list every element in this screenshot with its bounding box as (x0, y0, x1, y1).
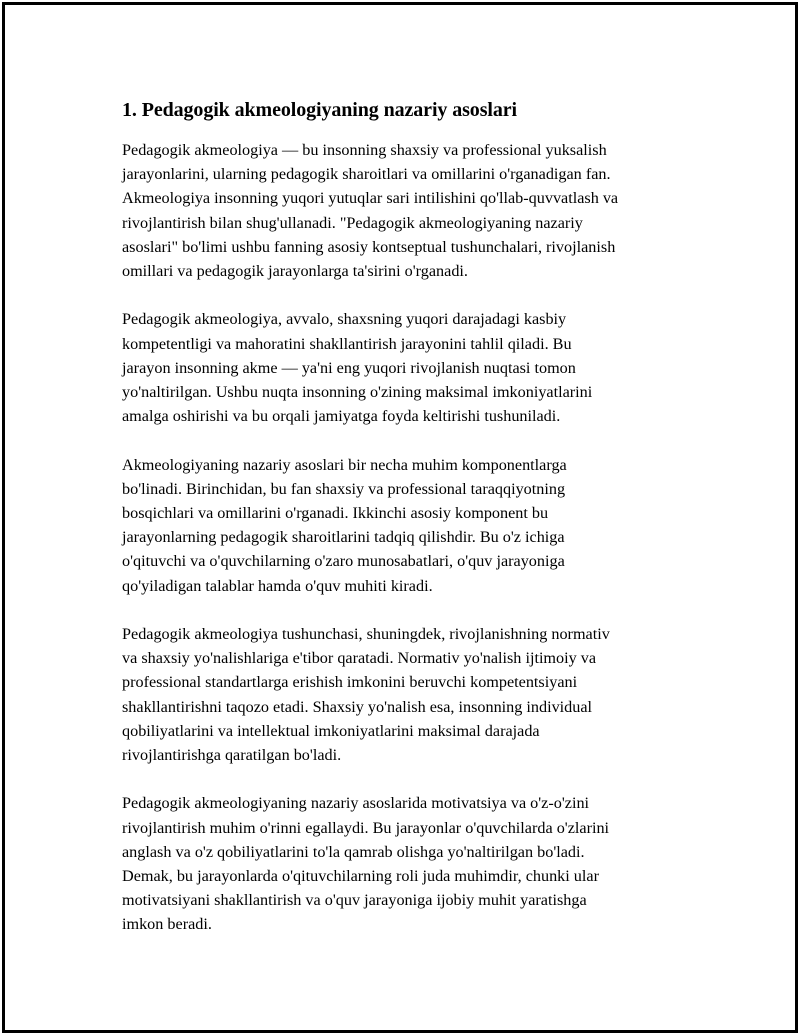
paragraph-2: Pedagogik akmeologiya, avvalo, shaxsning yuqori darajadagi kasbiy kompetentligi va mahoratini shakllantirish jarayonini tahlil qiladi. Bu jarayon insonning akme — ya'ni eng yuqori rivojlanish nuqtasi tomon yo'naltirilgan. Ushbu nuqta insonning o'zining maksimal imkoniyatlarini amalga oshirishi va bu orqali jamiyatga foyda keltirishi tushuniladi. (122, 310, 593, 426)
document-body (120, 96, 695, 961)
page-frame (2, 2, 798, 1033)
paragraph-5: Pedagogik akmeologiyaning nazariy asoslarida motivatsiya va o'z-o'zini rivojlantirish muhim o'rinni egallaydi. Bu jarayonlar o'quvchilarda o'zlarini anglash va o'z qobiliyatlarini to'la qamrab olishga yo'naltirilgan bo'ladi. Demak, bu jarayonlarda o'qituvchilarning roli juda muhimdir, chunki ular motivatsiyani shakllantirish va o'quv jarayoniga ijobiy muhit yaratishga imkon beradi. (122, 794, 610, 934)
section-title: 1. Pedagogik akmeologiyaning nazariy asoslari (122, 99, 517, 121)
paragraph-3: Akmeologiyaning nazariy asoslari bir necha muhim komponentlarga bo'linadi. Birinchidan, bu fan shaxsiy va professional taraqqiyotning bosqichlari va omillarini o'rganadi. Ikkinchi asosiy komponent bu jarayonlarning pedagogik sharoitlarini tadqiq qilishdir. Bu o'z ichiga o'qituvchi va o'quvchilarning o'zaro munosabatlari, o'quv jarayoniga qo'yiladigan talablar hamda o'quv muhiti kiradi. (122, 455, 567, 595)
paragraph-1: Pedagogik akmeologiya — bu insonning shaxsiy va professional yuksalish jarayonlarini, ularning pedagogik sharoitlari va omillarini o'rganadigan fan. Akmeologiya insonning yuqori yutuqlar sari intilishini qo'llab-quvvatlash va rivojlantirish bilan shug'ullanadi. "Pedagogik akmeologiyaning nazariy asoslari" bo'limi ushbu fanning asosiy kontseptual tushunchalari, rivojlanish omillari va pedagogik jarayonlarga ta'sirini o'rganadi. (122, 141, 619, 281)
paragraph-4: Pedagogik akmeologiya tushunchasi, shuningdek, rivojlanishning normativ va shaxsiy yo'nalishlariga e'tibor qaratadi. Normativ yo'nalish ijtimoiy va professional standartlarga erishish imkonini beruvchi kompetentsiyani shakllantirishni taqozo etadi. Shaxsiy yo'nalish esa, insonning individual qobiliyatlarini va intellektual imkoniyatlarini maksimal darajada rivojlantirishga qaratilgan bo'ladi. (122, 625, 610, 765)
